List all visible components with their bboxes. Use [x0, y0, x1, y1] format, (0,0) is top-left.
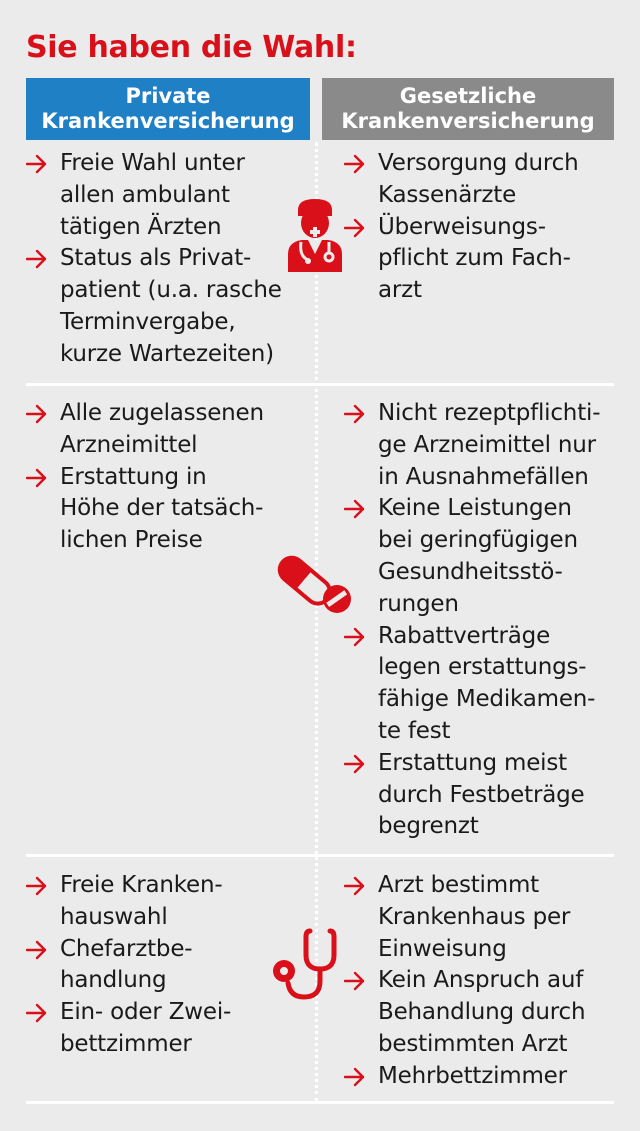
arrow-icon [344, 754, 366, 774]
section-hospital-statutory-list [344, 870, 634, 1093]
list-item-line: te fest [378, 717, 451, 744]
list-item-line: Versorgung durch [378, 150, 579, 176]
arrow-icon [344, 218, 366, 238]
list-item-line: Nicht rezeptpflichti- [378, 400, 601, 426]
list-item-line: allen ambulant [60, 181, 230, 208]
list-item-line: Keine Leistungen [378, 495, 572, 522]
list-item-line: handlung [60, 967, 167, 994]
section-medicine-private-list [26, 398, 316, 557]
list-item [26, 462, 316, 557]
doctor-icon [286, 196, 344, 272]
list-item-line: tätigen Ärzten [60, 213, 222, 240]
column-header-statutory-line1: Gesetzliche [399, 84, 537, 108]
arrow-icon [26, 876, 48, 896]
list-item-line: Rabattverträge [378, 622, 551, 649]
list-item-line: lichen Preise [60, 527, 203, 554]
list-item-line: Terminvergabe, [60, 308, 236, 335]
section-ambulant-private-list [26, 148, 316, 371]
list-item-line: kurze Wartezeiten) [60, 340, 274, 367]
list-item-line: Höhe der tatsäch- [60, 495, 264, 522]
list-item-line: Freie Wahl unter [60, 150, 245, 176]
arrow-icon [344, 1067, 366, 1087]
list-item-line: arzt [378, 277, 422, 304]
list-item-line: hauswahl [60, 903, 168, 930]
column-header-statutory-line2: Krankenversicherung [341, 109, 595, 133]
column-header-private [26, 78, 310, 140]
list-item-line: fähige Medikamen- [378, 686, 596, 713]
section-medicine-statutory-list [344, 398, 634, 843]
list-item [26, 997, 316, 1061]
arrow-icon [344, 971, 366, 991]
list-item-line: Mehrbettzimmer [378, 1062, 567, 1089]
list-item [26, 398, 316, 462]
section-ambulant-statutory-list [344, 148, 634, 307]
medicine-pill-icon [276, 550, 354, 616]
list-item-line: Kassenärzte [378, 181, 517, 208]
list-item [344, 748, 634, 843]
list-item [344, 493, 634, 620]
arrow-icon [26, 154, 48, 174]
list-item-line: Erstattung in [60, 463, 207, 490]
list-item [344, 621, 634, 748]
list-item-line: legen erstattungs- [378, 654, 587, 681]
arrow-icon [26, 1003, 48, 1023]
list-item-line: Alle zugelassenen [60, 400, 264, 426]
arrow-icon [26, 468, 48, 488]
section-divider-1 [26, 383, 614, 386]
list-item-line: patient (u.a. rasche [60, 277, 282, 304]
list-item [344, 212, 634, 307]
list-item [344, 965, 634, 1060]
list-item-line: rungen [378, 590, 459, 617]
list-item [344, 870, 634, 965]
page-title: Sie haben die Wahl: [26, 30, 357, 65]
arrow-icon [344, 154, 366, 174]
list-item-line: durch Festbeträge [378, 781, 585, 808]
list-item-line: bestimmten Arzt [378, 1030, 568, 1057]
list-item-line: Einweisung [378, 935, 507, 962]
list-item-line: ge Arzneimittel nur [378, 431, 596, 458]
arrow-icon [26, 940, 48, 960]
section-divider-2 [26, 854, 614, 857]
list-item-line: Erstattung meist [378, 749, 567, 776]
arrow-icon [344, 499, 366, 519]
arrow-icon [344, 404, 366, 424]
list-item-line: bettzimmer [60, 1030, 192, 1057]
list-item [26, 148, 316, 243]
arrow-icon [344, 627, 366, 647]
arrow-icon [26, 249, 48, 269]
list-item-line: Krankenhaus per [378, 903, 571, 930]
list-item-line: begrenzt [378, 813, 479, 840]
list-item-line: Gesundheitsstö- [378, 558, 563, 585]
list-item-line: pflicht zum Fach- [378, 245, 571, 272]
list-item-line: Behandlung durch [378, 999, 586, 1026]
list-item-line: Arzneimittel [60, 431, 198, 458]
arrow-icon [26, 404, 48, 424]
column-header-private-line2: Krankenversicherung [41, 109, 295, 133]
list-item [344, 148, 634, 212]
column-header-private-line1: Private [125, 84, 211, 108]
column-header-statutory [322, 78, 614, 140]
list-item-line: Kein Anspruch auf [378, 967, 584, 994]
list-item-line: Überweisungs- [378, 213, 546, 240]
list-item-line: Chefarztbe- [60, 935, 193, 962]
list-item-line: in Ausnahmefällen [378, 463, 589, 490]
list-item-line: Ein- oder Zwei- [60, 999, 232, 1026]
list-item-line: bei geringfügigen [378, 527, 578, 554]
list-item-line: Status als Privat- [60, 245, 252, 272]
list-item [344, 1061, 634, 1093]
list-item [26, 243, 316, 370]
list-item [344, 398, 634, 493]
stethoscope-icon [270, 925, 344, 1003]
list-item-line: Arzt bestimmt [378, 872, 539, 898]
list-item-line: Freie Kranken- [60, 872, 223, 898]
section-divider-3 [26, 1101, 614, 1104]
arrow-icon [344, 876, 366, 896]
